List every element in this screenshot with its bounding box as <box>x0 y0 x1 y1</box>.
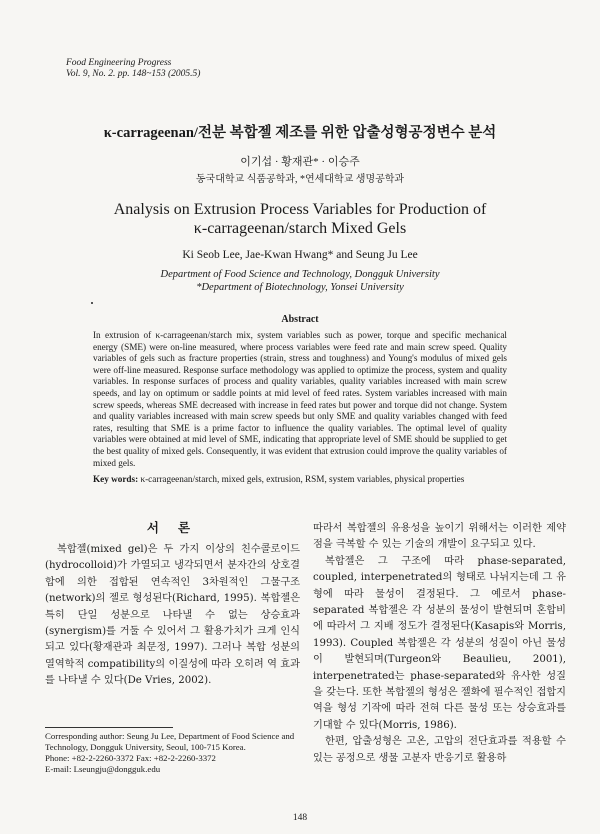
footnote-line: Corresponding author: Seung Ju Lee, Department of Food Science and Technology, Dongguk University, Seoul, 100-715 Korea. <box>45 731 295 752</box>
english-affiliation <box>0 268 600 294</box>
english-affiliation-line1: Department of Food Science and Technology, Dongguk University <box>160 269 440 280</box>
english-title-line1: Analysis on Extrusion Process Variables for Production of <box>113 201 487 218</box>
korean-affiliation: 동국대학교 식품공학과, *연세대학교 생명공학과 <box>195 174 405 185</box>
corresponding-author-footnote <box>45 731 300 775</box>
page-number: 148 <box>292 813 308 823</box>
english-title-line2: κ-carrageenan/starch Mixed Gels <box>193 220 407 237</box>
english-title <box>0 200 600 238</box>
korean-authors: 이기섭 · 황재관* · 이승주 <box>240 156 360 168</box>
keywords-label: Key words: <box>93 474 139 484</box>
journal-issue: Vol. 9, No. 2. pp. 148~153 (2005.5) <box>66 69 201 79</box>
right-column-paragraph: 한편, 압출성형은 고온, 고압의 전단효과를 적용할 수 있는 공정으로 생물 고분자 반응기로 활용하 <box>313 736 566 764</box>
english-affiliation-line2: *Department of Biotechnology, Yonsei University <box>196 282 404 293</box>
margin-mark <box>91 302 93 304</box>
left-column-paragraph: 복합젤(mixed gel)은 두 가지 이상의 친수콜로이드(hydrocolloid)가 가열되고 냉각되면서 분자간의 상호결합에 의한 접합된 연속적인 3차원적인 그물구조(network)의 젤로 형성된다(Richard, 1995). 복합젤은 특히 단일 성분으로 나타낼 수 없는 상승효과(synergism)를 거둘 수 있어서 그 활용가치가 크게 인식되고 있다(황재관과 최문정, 1997). 그러나 복합 성분의 열역학적 compatibility의 이질성에 따라 오히려 역 효과를 나타낼 수 있다(De Vries, 2002). <box>45 544 300 687</box>
keywords-list: κ-carrageenan/starch, mixed gels, extrusion, RSM, system variables, physical properties <box>140 474 465 484</box>
right-column-paragraph: 복합젤은 그 구조에 따라 phase-separated, coupled, interpenetrated의 형태로 나뉘지는데 그 유형에 따라 물성이 결정된다. 그 예로서 phase-separated 복합젤은 각 성분의 물성이 발현되며 혼합비에 따라서 그 지배 정도가 결정된다(Kasapis와 Morris, 1993). Coupled 복합젤은 각 성분의 성질이 아닌 물성이 발현되며(Turgeon와 Beaulieu, 2001), interpenetrated는 phase-separated와 유사한 성질을 갖는다. 또한 복합젤의 형성은 젤화에 필수적인 접합지역을 형성 기작에 따라 전혀 다른 물성 또는 상승효과를 기대할 수 있다(Morris, 1986). <box>313 555 566 731</box>
section-heading-introduction: 서 론 <box>146 521 199 535</box>
journal-header <box>66 58 200 80</box>
right-column <box>313 521 566 767</box>
abstract-heading: Abstract <box>281 314 319 325</box>
abstract-body: In extrusion of κ-carrageenan/starch mix, system variables such as power, torque and specific mechanical energy (SME) were on-line measured, where process variables were feed rate and main screw speed. Quality variables of gels such as fracture properties (strain, stress and toughness) and Young's modulus of mixed gels were off-line measured. Response surface methodology was applied to optimize the process, system and quality variables. In response surfaces of process and quality variables, quality variables increased with main screw speeds, and lay on optimum or saddle points at mid level of feed rates. System variables increased with main screw speeds, whereas SME decreased with increase in feed rates but power and torque did not change. System and quality variables increased with main screw speeds but only SME and quality variables changed with feed rates, resulting that SME is a prime factor to influence the quality variables. The optimal level of quality variables were obtained at mid level of SME, indicating that appropriate level of SME should be supplied to get the best quality of mixed gels. Consequently, it was evident that extrusion could improve the quality variables of mixed gels. <box>93 330 507 468</box>
left-column <box>45 542 300 690</box>
english-authors: Ki Seob Lee, Jae-Kwan Hwang* and Seung Ju Lee <box>182 249 418 261</box>
journal-name: Food Engineering Progress <box>66 58 172 68</box>
korean-title: κ-carrageenan/전분 복합젤 제조를 위한 압출성형공정변수 분석 <box>103 125 497 141</box>
footnote-line: E-mail: Lseungju@dongguk.edu <box>45 764 161 774</box>
footnote-rule <box>45 727 173 728</box>
footnote-line: Phone: +82-2-2260-3372 Fax: +82-2-2260-3372 <box>45 753 216 763</box>
right-column-paragraph: 따라서 복합젤의 유용성을 높이기 위해서는 이러한 제약점을 극복할 수 있는 기술의 개발이 요구되고 있다. <box>313 523 566 551</box>
keywords <box>93 474 523 486</box>
